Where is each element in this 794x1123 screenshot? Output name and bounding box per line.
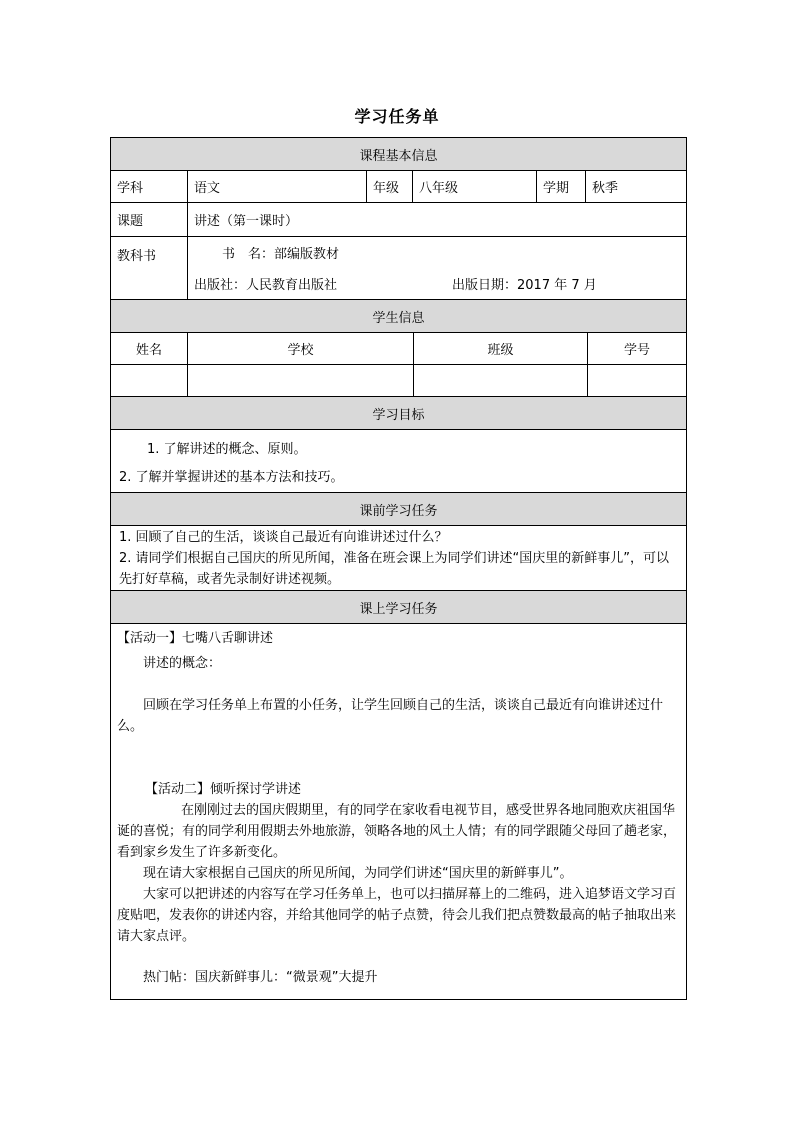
publisher: 出版社：人民教育出版社 xyxy=(194,278,338,293)
course-info-header: 课程基本信息 xyxy=(111,138,686,171)
pre-tasks-row xyxy=(111,526,686,591)
task-table xyxy=(110,137,687,1000)
class-tasks-content xyxy=(111,624,686,999)
activity2-paragraph-1: 在刚刚过去的国庆假期里，有的同学在家收看电视节目，感受世界各地同胞欢庆祖国华诞的喜悦；有的同学利用假期去外地旅游，领略各地的风土人情；有的同学跟随父母回了趟老家，看到家乡发生了许多新变化。 xyxy=(117,803,677,860)
term-value: 秋季 xyxy=(592,181,619,196)
publish-date: 出版日期：2017 年 7 月 xyxy=(452,278,597,293)
publisher-line xyxy=(194,274,680,293)
goals-header: 学习目标 xyxy=(111,397,686,430)
pre-task-item-2: 2. 请同学们根据自己国庆的所见所闻，准备在班会课上为同学们讲述“国庆里的新鲜事儿”，可以先打好草稿，或者先录制好讲述视频。 xyxy=(119,551,670,587)
topic-label: 课题 xyxy=(111,203,188,236)
student-info-header: 学生信息 xyxy=(111,300,686,333)
student-blank-row xyxy=(111,365,686,397)
subject-value: 语文 xyxy=(188,171,367,202)
topic-row xyxy=(111,203,686,237)
name-cell[interactable] xyxy=(111,365,188,396)
goal-item-1: 1. 了解讲述的概念、原则。 xyxy=(147,441,307,457)
grade-label: 年级 xyxy=(367,171,413,202)
pre-tasks-header: 课前学习任务 xyxy=(111,493,686,526)
student-header-row xyxy=(111,333,686,365)
goal-item-2: 2. 了解并掌握讲述的基本方法和技巧。 xyxy=(119,469,344,485)
student-id-cell[interactable] xyxy=(588,365,686,396)
class-cell[interactable] xyxy=(414,365,588,396)
grade-value: 八年级 xyxy=(413,171,537,202)
subject-row xyxy=(111,171,686,203)
topic-value: 讲述（第一课时） xyxy=(194,214,299,229)
activity2-title: 【活动二】倾听探讨学讲述 xyxy=(145,782,302,797)
book-name: 书 名：部编版教材 xyxy=(222,247,340,262)
activity1-title: 【活动一】七嘴八舌聊讲述 xyxy=(117,631,274,646)
activity1-concept: 讲述的概念： xyxy=(143,656,222,671)
school-cell[interactable] xyxy=(188,365,414,396)
goals-row xyxy=(111,430,686,493)
subject-label: 学科 xyxy=(111,171,188,202)
activity1-text: 回顾在学习任务单上布置的小任务，让学生回顾自己的生活，谈谈自己最近有向谁讲述过什么。 xyxy=(117,698,664,734)
textbook-info xyxy=(188,237,686,299)
student-id-header: 学号 xyxy=(623,343,650,358)
textbook-row xyxy=(111,237,686,300)
term-label: 学期 xyxy=(537,171,586,202)
activity2-paragraph-3: 大家可以把讲述的内容写在学习任务单上，也可以扫描屏幕上的二维码，进入追梦语文学习百度贴吧，发表你的讲述内容，并给其他同学的帖子点赞，待会儿我们把点赞数最高的帖子抽取出来请大家点评。 xyxy=(117,887,677,944)
document-title: 学习任务单 xyxy=(354,107,440,126)
pre-task-item-1: 1. 回顾了自己的生活，谈谈自己最近有向谁讲述过什么？ xyxy=(119,530,448,545)
class-header: 班级 xyxy=(414,333,588,364)
textbook-label: 教科书 xyxy=(111,237,188,299)
name-header: 姓名 xyxy=(111,333,188,364)
class-tasks-row xyxy=(111,624,686,999)
school-header: 学校 xyxy=(188,333,414,364)
hot-post: 热门帖：国庆新鲜事儿：“微景观”大提升 xyxy=(143,970,378,985)
class-tasks-header: 课上学习任务 xyxy=(111,591,686,624)
activity2-paragraph-2: 现在请大家根据自己国庆的所见所闻，为同学们讲述“国庆里的新鲜事儿”。 xyxy=(143,866,573,881)
goals-content xyxy=(111,430,686,492)
pre-tasks-content xyxy=(111,526,686,590)
